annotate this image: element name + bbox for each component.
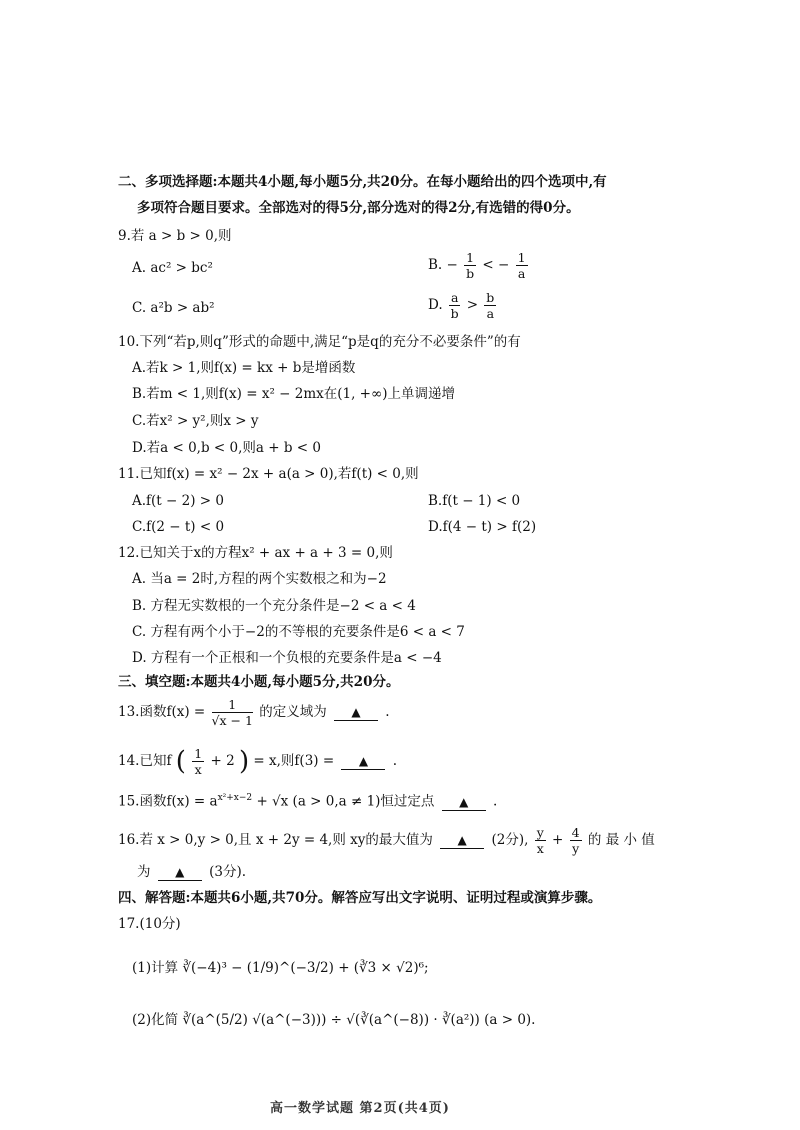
q10-option-c: C.若x² > y²,则x > y	[132, 413, 259, 429]
q9-b-frac1: $\frac{1}{b}$	[466, 250, 475, 281]
q9-b-prefix: B. −	[428, 257, 458, 273]
q9-option-d	[428, 290, 498, 321]
q11-option-c: C.f(2 − t) < 0	[132, 519, 225, 535]
q12-option-b: B. 方程无实数根的一个充分条件是−2 < a < 4	[132, 598, 416, 614]
triangle-icon: ▲	[457, 833, 467, 847]
q14	[118, 746, 397, 777]
q10-option-a: A.若k > 1,则f(x) = kx + b是增函数	[132, 360, 356, 376]
q15-answer-blank	[442, 794, 486, 811]
q12-option-a: A. 当a = 2时,方程的两个实数根之和为−2	[132, 571, 387, 587]
q16-line2	[137, 862, 246, 882]
q14-suffix: = x,则f(3) =	[253, 753, 335, 769]
q16-frac2: $\frac{4}{y}$	[571, 825, 580, 856]
q11-option-a: A.f(t − 2) > 0	[132, 493, 224, 509]
q10-option-b: B.若m < 1,则f(x) = x² − 2mx在(1, +∞)上单调递增	[132, 386, 456, 402]
q14-end: .	[392, 753, 398, 769]
q15-exponent: x²+x−2	[217, 793, 253, 803]
q14-prefix: 14.已知f	[118, 753, 172, 769]
q16-answer-blank-2	[158, 864, 202, 881]
q15-suffix: + √x (a > 0,a ≠ 1)恒过定点	[256, 793, 435, 810]
q13-frac: $\frac{1}{√x - 1}$	[211, 697, 253, 728]
q9-b-mid: < −	[482, 257, 510, 273]
section2-title-cont: 多项符合题目要求。全部选对的得5分,部分选对的得2分,有选错的得0分。	[137, 200, 580, 216]
q16-answer-blank-1	[440, 832, 484, 849]
triangle-icon: ▲	[358, 754, 369, 768]
section2-title: 二、多项选择题:本题共4小题,每小题5分,共20分。在每小题给出的四个选项中,有	[118, 174, 607, 190]
q16-frac1: $\frac{y}{x}$	[536, 825, 544, 856]
q11-stem: 11.已知f(x) = x² − 2x + a(a > 0),若f(t) < 0,则	[118, 466, 419, 482]
section4-title: 四、解答题:本题共6小题,共70分。解答应写出文字说明、证明过程或演算步骤。	[118, 890, 602, 906]
q15-end: .	[493, 793, 498, 810]
q16-mid: (2分),	[491, 832, 529, 848]
q17-part1: (1)计算 ∛(−4)³ − (1/9)^(−3/2) + (∛3 × √2)⁶;	[132, 960, 429, 976]
q11-option-b: B.f(t − 1) < 0	[428, 493, 521, 509]
q15	[118, 788, 497, 812]
q17-part2: (2)化简 ∛(a^(5/2) √(a^(−3))) ÷ √(∛(a^(−8)) · ∛(a²)) (a > 0).	[132, 1012, 536, 1028]
q9-d-frac1: $\frac{a}{b}$	[450, 290, 459, 321]
q9-b-frac2: $\frac{1}{a}$	[517, 250, 526, 281]
q15-prefix: 15.函数f(x) = a	[118, 793, 218, 810]
q9-option-c: C. a²b > ab²	[132, 300, 215, 316]
q13-answer-blank	[334, 704, 378, 721]
q9-option-a: A. ac² > bc²	[132, 260, 213, 276]
q12-stem: 12.已知关于x的方程x² + ax + a + 3 = 0,则	[118, 545, 393, 561]
page-footer: 高一数学试题 第2页(共4页)	[270, 1101, 450, 1116]
q9-option-b	[428, 250, 530, 281]
triangle-icon: ▲	[459, 794, 469, 809]
q16-plus: +	[552, 832, 564, 848]
q16-line2-suffix: (3分).	[209, 864, 247, 880]
q11-option-d: D.f(4 − t) > f(2)	[428, 519, 537, 535]
q16-line2-prefix: 为	[137, 864, 151, 880]
q9-d-prefix: D.	[428, 297, 443, 313]
triangle-icon: ▲	[351, 705, 361, 719]
q14-frac: $\frac{1}{x}$	[194, 746, 203, 777]
q16-prefix: 16.若 x > 0,y > 0,且 x + 2y = 4,则 xy的最大值为	[118, 832, 433, 848]
q13-suffix: 的定义域为	[259, 704, 327, 720]
triangle-icon: ▲	[175, 865, 185, 879]
q10-stem: 10.下列“若p,则q”形式的命题中,满足“p是q的充分不必要条件”的有	[118, 334, 521, 350]
q13	[118, 697, 390, 728]
q16-line1	[118, 825, 655, 856]
q12-option-d: D. 方程有一个正根和一个负根的充要条件是a < −4	[132, 650, 442, 666]
q12-option-c: C. 方程有两个小于−2的不等根的充要条件是6 < a < 7	[132, 624, 465, 640]
left-paren-icon: (	[175, 746, 186, 777]
q14-answer-blank	[341, 753, 385, 770]
q16-suffix: 的 最 小 值	[587, 832, 655, 848]
q14-inner: + 2	[210, 753, 235, 769]
q10-option-d: D.若a < 0,b < 0,则a + b < 0	[132, 440, 321, 456]
right-paren-icon: )	[238, 746, 250, 777]
q9-d-frac2: $\frac{b}{a}$	[486, 290, 495, 321]
q9-stem: 9.若 a > b > 0,则	[118, 228, 232, 244]
q13-end: .	[385, 704, 390, 720]
q13-prefix: 13.函数f(x) =	[118, 704, 206, 720]
section3-title: 三、填空题:本题共4小题,每小题5分,共20分。	[118, 674, 400, 690]
q17-stem: 17.(10分)	[118, 916, 181, 932]
q9-d-mid: >	[466, 297, 478, 313]
